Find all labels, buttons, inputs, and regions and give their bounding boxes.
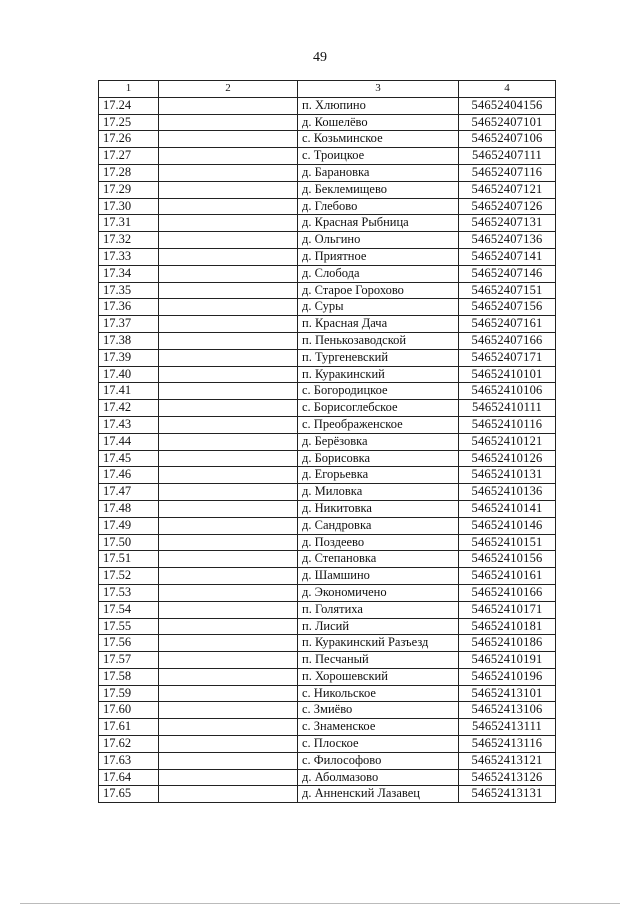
table-row bbox=[99, 517, 556, 534]
settlement-name-cell: д. Барановка bbox=[298, 164, 459, 181]
settlement-name-cell: д. Ольгино bbox=[298, 232, 459, 249]
table-row bbox=[99, 148, 556, 165]
column-2-cell bbox=[159, 265, 298, 282]
row-number-cell: 17.35 bbox=[99, 282, 159, 299]
row-number-cell: 17.37 bbox=[99, 316, 159, 333]
table-row bbox=[99, 332, 556, 349]
table-row bbox=[99, 685, 556, 702]
okato-code-cell: 54652413116 bbox=[459, 736, 556, 753]
settlement-name-cell: д. Красная Рыбница bbox=[298, 215, 459, 232]
column-2-cell bbox=[159, 198, 298, 215]
table-row bbox=[99, 534, 556, 551]
settlement-name-cell: д. Шамшино bbox=[298, 568, 459, 585]
okato-code-cell: 54652410161 bbox=[459, 568, 556, 585]
table-row bbox=[99, 248, 556, 265]
row-number-cell: 17.30 bbox=[99, 198, 159, 215]
okato-code-cell: 54652413131 bbox=[459, 786, 556, 803]
row-number-cell: 17.47 bbox=[99, 484, 159, 501]
row-number-cell: 17.60 bbox=[99, 702, 159, 719]
row-number-cell: 17.26 bbox=[99, 131, 159, 148]
okato-code-cell: 54652407166 bbox=[459, 332, 556, 349]
column-header-3: 3 bbox=[298, 81, 459, 98]
column-2-cell bbox=[159, 467, 298, 484]
settlement-name-cell: с. Козьминское bbox=[298, 131, 459, 148]
column-2-cell bbox=[159, 668, 298, 685]
settlement-name-cell: п. Куракинский Разъезд bbox=[298, 635, 459, 652]
row-number-cell: 17.57 bbox=[99, 652, 159, 669]
table-row bbox=[99, 635, 556, 652]
settlement-name-cell: д. Экономичено bbox=[298, 584, 459, 601]
settlement-name-cell: п. Красная Дача bbox=[298, 316, 459, 333]
row-number-cell: 17.46 bbox=[99, 467, 159, 484]
settlement-name-cell: д. Кошелёво bbox=[298, 114, 459, 131]
column-2-cell bbox=[159, 332, 298, 349]
table-row bbox=[99, 232, 556, 249]
settlement-name-cell: д. Миловка bbox=[298, 484, 459, 501]
settlement-name-cell: д. Поздеево bbox=[298, 534, 459, 551]
table-row bbox=[99, 786, 556, 803]
okato-code-cell: 54652410151 bbox=[459, 534, 556, 551]
table-row bbox=[99, 400, 556, 417]
column-2-cell bbox=[159, 736, 298, 753]
settlement-name-cell: д. Сандровка bbox=[298, 517, 459, 534]
column-2-cell bbox=[159, 517, 298, 534]
settlement-name-cell: с. Змиёво bbox=[298, 702, 459, 719]
table-row bbox=[99, 652, 556, 669]
column-header-2: 2 bbox=[159, 81, 298, 98]
column-2-cell bbox=[159, 635, 298, 652]
column-2-cell bbox=[159, 601, 298, 618]
row-number-cell: 17.39 bbox=[99, 349, 159, 366]
okato-code-cell: 54652407126 bbox=[459, 198, 556, 215]
settlement-name-cell: п. Пенькозаводской bbox=[298, 332, 459, 349]
row-number-cell: 17.43 bbox=[99, 416, 159, 433]
column-2-cell bbox=[159, 232, 298, 249]
column-2-cell bbox=[159, 131, 298, 148]
settlement-name-cell: д. Берёзовка bbox=[298, 433, 459, 450]
okato-code-cell: 54652410196 bbox=[459, 668, 556, 685]
row-number-cell: 17.56 bbox=[99, 635, 159, 652]
column-2-cell bbox=[159, 618, 298, 635]
settlement-name-cell: п. Песчаный bbox=[298, 652, 459, 669]
settlement-name-cell: с. Борисоглебское bbox=[298, 400, 459, 417]
column-2-cell bbox=[159, 299, 298, 316]
table-row bbox=[99, 198, 556, 215]
column-2-cell bbox=[159, 383, 298, 400]
row-number-cell: 17.34 bbox=[99, 265, 159, 282]
settlement-name-cell: п. Хорошевский bbox=[298, 668, 459, 685]
table-row bbox=[99, 618, 556, 635]
column-2-cell bbox=[159, 181, 298, 198]
settlement-name-cell: с. Богородицкое bbox=[298, 383, 459, 400]
settlement-name-cell: д. Глебово bbox=[298, 198, 459, 215]
settlement-name-cell: д. Борисовка bbox=[298, 450, 459, 467]
settlement-name-cell: п. Куракинский bbox=[298, 366, 459, 383]
okato-code-cell: 54652413126 bbox=[459, 769, 556, 786]
settlement-name-cell: д. Аболмазово bbox=[298, 769, 459, 786]
settlement-name-cell: д. Старое Горохово bbox=[298, 282, 459, 299]
row-number-cell: 17.58 bbox=[99, 668, 159, 685]
table-row bbox=[99, 467, 556, 484]
column-2-cell bbox=[159, 786, 298, 803]
column-2-cell bbox=[159, 366, 298, 383]
okato-code-cell: 54652410121 bbox=[459, 433, 556, 450]
row-number-cell: 17.49 bbox=[99, 517, 159, 534]
okato-code-cell: 54652410126 bbox=[459, 450, 556, 467]
row-number-cell: 17.28 bbox=[99, 164, 159, 181]
column-2-cell bbox=[159, 719, 298, 736]
table-row bbox=[99, 316, 556, 333]
column-2-cell bbox=[159, 114, 298, 131]
okato-code-cell: 54652413121 bbox=[459, 752, 556, 769]
okato-code-cell: 54652410191 bbox=[459, 652, 556, 669]
row-number-cell: 17.62 bbox=[99, 736, 159, 753]
okato-code-cell: 54652410156 bbox=[459, 551, 556, 568]
column-2-cell bbox=[159, 702, 298, 719]
settlement-name-cell: д. Суры bbox=[298, 299, 459, 316]
okato-code-cell: 54652407151 bbox=[459, 282, 556, 299]
column-2-cell bbox=[159, 148, 298, 165]
table-row bbox=[99, 265, 556, 282]
column-2-cell bbox=[159, 433, 298, 450]
column-2-cell bbox=[159, 97, 298, 114]
row-number-cell: 17.24 bbox=[99, 97, 159, 114]
okato-code-cell: 54652410171 bbox=[459, 601, 556, 618]
column-2-cell bbox=[159, 248, 298, 265]
row-number-cell: 17.44 bbox=[99, 433, 159, 450]
okato-code-cell: 54652407101 bbox=[459, 114, 556, 131]
column-2-cell bbox=[159, 215, 298, 232]
table-header-row bbox=[99, 81, 556, 98]
okato-code-cell: 54652407136 bbox=[459, 232, 556, 249]
page-edge-line bbox=[20, 903, 620, 904]
settlement-name-cell: д. Беклемищево bbox=[298, 181, 459, 198]
column-2-cell bbox=[159, 568, 298, 585]
column-2-cell bbox=[159, 282, 298, 299]
row-number-cell: 17.27 bbox=[99, 148, 159, 165]
row-number-cell: 17.64 bbox=[99, 769, 159, 786]
table-row bbox=[99, 114, 556, 131]
column-2-cell bbox=[159, 534, 298, 551]
okato-code-cell: 54652410111 bbox=[459, 400, 556, 417]
table-row bbox=[99, 568, 556, 585]
okato-code-cell: 54652413111 bbox=[459, 719, 556, 736]
table-row bbox=[99, 450, 556, 467]
row-number-cell: 17.52 bbox=[99, 568, 159, 585]
column-2-cell bbox=[159, 769, 298, 786]
row-number-cell: 17.31 bbox=[99, 215, 159, 232]
settlement-name-cell: д. Анненский Лазавец bbox=[298, 786, 459, 803]
column-2-cell bbox=[159, 652, 298, 669]
row-number-cell: 17.36 bbox=[99, 299, 159, 316]
row-number-cell: 17.59 bbox=[99, 685, 159, 702]
okato-code-cell: 54652410106 bbox=[459, 383, 556, 400]
column-2-cell bbox=[159, 500, 298, 517]
okato-code-cell: 54652407161 bbox=[459, 316, 556, 333]
row-number-cell: 17.55 bbox=[99, 618, 159, 635]
table-row bbox=[99, 500, 556, 517]
table-row bbox=[99, 366, 556, 383]
table-row bbox=[99, 97, 556, 114]
table-row bbox=[99, 215, 556, 232]
column-2-cell bbox=[159, 416, 298, 433]
row-number-cell: 17.65 bbox=[99, 786, 159, 803]
row-number-cell: 17.25 bbox=[99, 114, 159, 131]
settlement-name-cell: п. Хлюпино bbox=[298, 97, 459, 114]
settlement-name-cell: д. Приятное bbox=[298, 248, 459, 265]
row-number-cell: 17.50 bbox=[99, 534, 159, 551]
column-2-cell bbox=[159, 450, 298, 467]
okato-code-cell: 54652410146 bbox=[459, 517, 556, 534]
table-row bbox=[99, 484, 556, 501]
table-row bbox=[99, 551, 556, 568]
table-row bbox=[99, 752, 556, 769]
row-number-cell: 17.42 bbox=[99, 400, 159, 417]
settlement-name-cell: д. Степановка bbox=[298, 551, 459, 568]
okato-code-cell: 54652410101 bbox=[459, 366, 556, 383]
row-number-cell: 17.29 bbox=[99, 181, 159, 198]
table-row bbox=[99, 131, 556, 148]
settlement-name-cell: с. Знаменское bbox=[298, 719, 459, 736]
column-2-cell bbox=[159, 551, 298, 568]
column-header-4: 4 bbox=[459, 81, 556, 98]
table-row bbox=[99, 383, 556, 400]
okato-code-cell: 54652404156 bbox=[459, 97, 556, 114]
okato-code-cell: 54652407156 bbox=[459, 299, 556, 316]
okato-code-cell: 54652407121 bbox=[459, 181, 556, 198]
settlement-name-cell: д. Никитовка bbox=[298, 500, 459, 517]
row-number-cell: 17.40 bbox=[99, 366, 159, 383]
column-2-cell bbox=[159, 316, 298, 333]
okato-code-cell: 54652407116 bbox=[459, 164, 556, 181]
table-row bbox=[99, 164, 556, 181]
table-row bbox=[99, 282, 556, 299]
okato-code-cell: 54652410136 bbox=[459, 484, 556, 501]
okato-code-cell: 54652413101 bbox=[459, 685, 556, 702]
settlement-name-cell: с. Плоское bbox=[298, 736, 459, 753]
table-body bbox=[99, 97, 556, 802]
row-number-cell: 17.61 bbox=[99, 719, 159, 736]
column-2-cell bbox=[159, 752, 298, 769]
page-number: 49 bbox=[313, 50, 327, 65]
table-row bbox=[99, 769, 556, 786]
okato-code-cell: 54652407146 bbox=[459, 265, 556, 282]
okato-code-cell: 54652413106 bbox=[459, 702, 556, 719]
table-row bbox=[99, 601, 556, 618]
row-number-cell: 17.33 bbox=[99, 248, 159, 265]
row-number-cell: 17.45 bbox=[99, 450, 159, 467]
settlement-name-cell: п. Тургеневский bbox=[298, 349, 459, 366]
table-row bbox=[99, 736, 556, 753]
settlement-name-cell: с. Философово bbox=[298, 752, 459, 769]
settlements-table bbox=[98, 80, 556, 803]
settlement-name-cell: с. Преображенское bbox=[298, 416, 459, 433]
table-row bbox=[99, 433, 556, 450]
column-2-cell bbox=[159, 349, 298, 366]
table-row bbox=[99, 349, 556, 366]
table-row bbox=[99, 719, 556, 736]
table-row bbox=[99, 416, 556, 433]
okato-code-cell: 54652410131 bbox=[459, 467, 556, 484]
table-row bbox=[99, 584, 556, 601]
okato-code-cell: 54652410141 bbox=[459, 500, 556, 517]
okato-code-cell: 54652407106 bbox=[459, 131, 556, 148]
column-2-cell bbox=[159, 484, 298, 501]
okato-code-cell: 54652407171 bbox=[459, 349, 556, 366]
table-row bbox=[99, 702, 556, 719]
settlement-name-cell: д. Егорьевка bbox=[298, 467, 459, 484]
column-2-cell bbox=[159, 400, 298, 417]
column-2-cell bbox=[159, 584, 298, 601]
settlement-name-cell: с. Троицкое bbox=[298, 148, 459, 165]
table-row bbox=[99, 668, 556, 685]
okato-code-cell: 54652410116 bbox=[459, 416, 556, 433]
settlement-name-cell: п. Голятиха bbox=[298, 601, 459, 618]
row-number-cell: 17.53 bbox=[99, 584, 159, 601]
row-number-cell: 17.54 bbox=[99, 601, 159, 618]
okato-code-cell: 54652407131 bbox=[459, 215, 556, 232]
okato-code-cell: 54652410166 bbox=[459, 584, 556, 601]
column-2-cell bbox=[159, 164, 298, 181]
row-number-cell: 17.48 bbox=[99, 500, 159, 517]
table-row bbox=[99, 299, 556, 316]
settlement-name-cell: п. Лисий bbox=[298, 618, 459, 635]
row-number-cell: 17.41 bbox=[99, 383, 159, 400]
okato-code-cell: 54652407141 bbox=[459, 248, 556, 265]
okato-code-cell: 54652407111 bbox=[459, 148, 556, 165]
okato-code-cell: 54652410186 bbox=[459, 635, 556, 652]
column-header-1: 1 bbox=[99, 81, 159, 98]
row-number-cell: 17.63 bbox=[99, 752, 159, 769]
settlement-name-cell: д. Слобода bbox=[298, 265, 459, 282]
column-2-cell bbox=[159, 685, 298, 702]
table-row bbox=[99, 181, 556, 198]
row-number-cell: 17.38 bbox=[99, 332, 159, 349]
row-number-cell: 17.32 bbox=[99, 232, 159, 249]
okato-code-cell: 54652410181 bbox=[459, 618, 556, 635]
settlement-name-cell: с. Никольское bbox=[298, 685, 459, 702]
row-number-cell: 17.51 bbox=[99, 551, 159, 568]
